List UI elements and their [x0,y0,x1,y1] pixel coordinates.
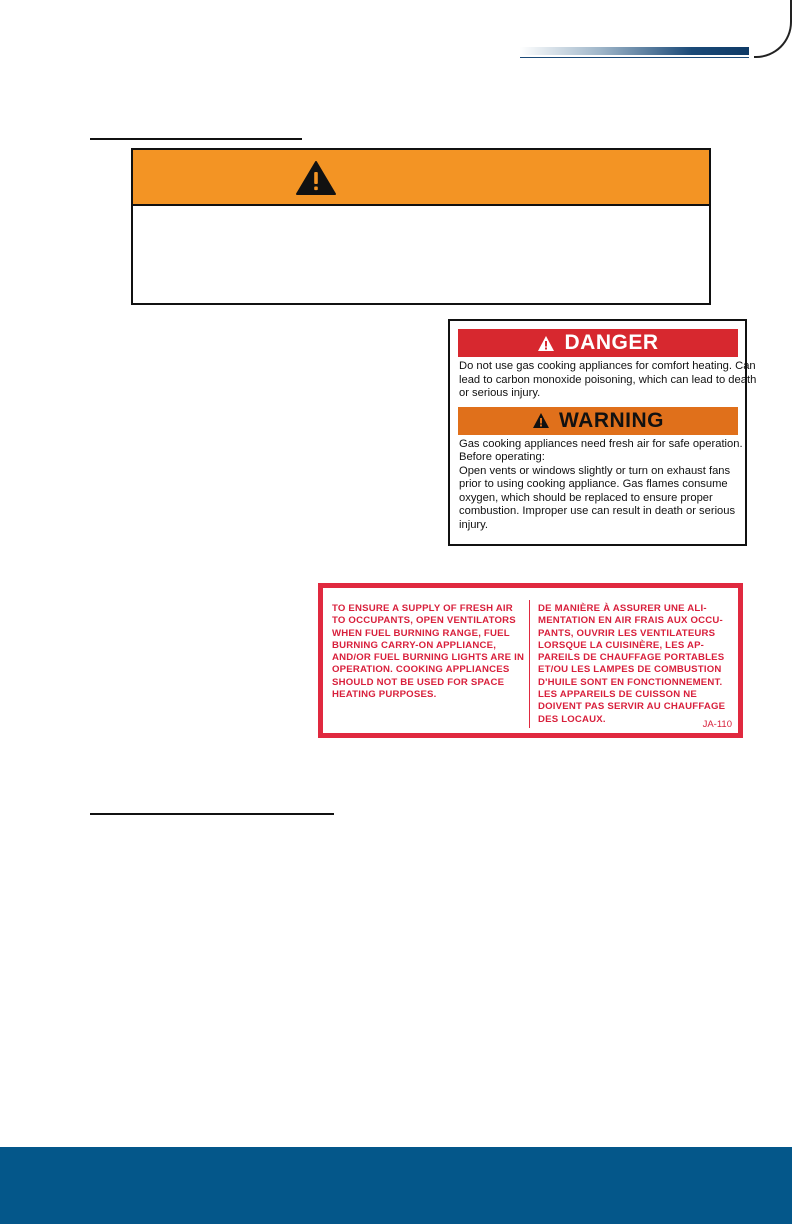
header-gradient-bar [520,47,749,55]
label-code: JA-110 [702,719,732,730]
section-heading-rule [90,813,334,815]
caution-callout-header [133,150,709,206]
page-edge-bracket [754,0,792,58]
ventilation-french-text [538,603,725,726]
french-line: ET/OU LES LAMPES DE COMBUSTION [538,664,722,676]
label-divider [529,600,530,728]
warning-line: oxygen, which should be replaced to ensure proper [459,491,713,504]
danger-line: lead to carbon monoxide poisoning, which can lead to death [459,373,757,386]
caution-callout-box [131,148,711,305]
english-line: AND/OR FUEL BURNING LIGHTS ARE IN [332,652,525,664]
danger-line: Do not use gas cooking appliances for comfort heating. Can [459,360,756,372]
ventilation-label [318,583,743,738]
english-line: TO ENSURE A SUPPLY OF FRESH AIR [332,603,513,614]
warning-band [458,407,738,435]
gas-safety-label [448,319,757,546]
french-line: D'HUILE SONT EN FONCTIONNEMENT. [538,676,723,688]
ventilation-english-text [332,603,524,701]
danger-title: DANGER [564,331,659,354]
french-line: LORSQUE LA CUISINÈRE, LES AP- [538,639,705,651]
warning-line: Before operating: [459,451,545,463]
section-heading-rule [90,138,302,140]
danger-alert-icon [537,335,555,352]
warning-text [459,437,743,533]
warning-title: WARNING [559,408,664,432]
french-line: DE MANIÈRE À ASSURER UNE ALI- [538,603,707,614]
warning-alert-icon [532,412,550,429]
page-footer-band [0,1147,792,1224]
english-line: WHEN FUEL BURNING RANGE, FUEL [332,627,510,639]
warning-triangle-icon [295,160,337,196]
warning-line: combustion. Improper use can result in death or serious [459,505,736,517]
english-line: HEATING PURPOSES. [332,689,437,701]
french-line: MENTATION EN AIR FRAIS AUX OCCU- [538,615,723,627]
danger-text [459,360,757,401]
english-line: TO OCCUPANTS, OPEN VENTILATORS [332,615,516,627]
warning-line: prior to using cooking appliance. Gas flames consume [459,478,728,490]
danger-band [458,329,738,357]
english-line: SHOULD NOT BE USED FOR SPACE [332,676,505,688]
french-line: LES APPAREILS DE CUISSON NE [538,689,697,701]
english-line: OPERATION. COOKING APPLIANCES [332,664,510,676]
french-line: DOIVENT PAS SERVIR AU CHAUFFAGE [538,701,726,713]
warning-line: Open vents or windows slightly or turn on exhaust fans [459,464,731,477]
french-line: PANTS, OUVRIR LES VENTILATEURS [538,627,716,639]
french-line: DES LOCAUX. [538,713,606,725]
french-line: PAREILS DE CHAUFFAGE PORTABLES [538,652,725,664]
danger-line: or serious injury. [459,387,541,399]
warning-line: Gas cooking appliances need fresh air for safe operation. [459,437,743,450]
warning-line: injury. [459,518,489,531]
english-line: BURNING CARRY-ON APPLIANCE, [332,639,497,651]
